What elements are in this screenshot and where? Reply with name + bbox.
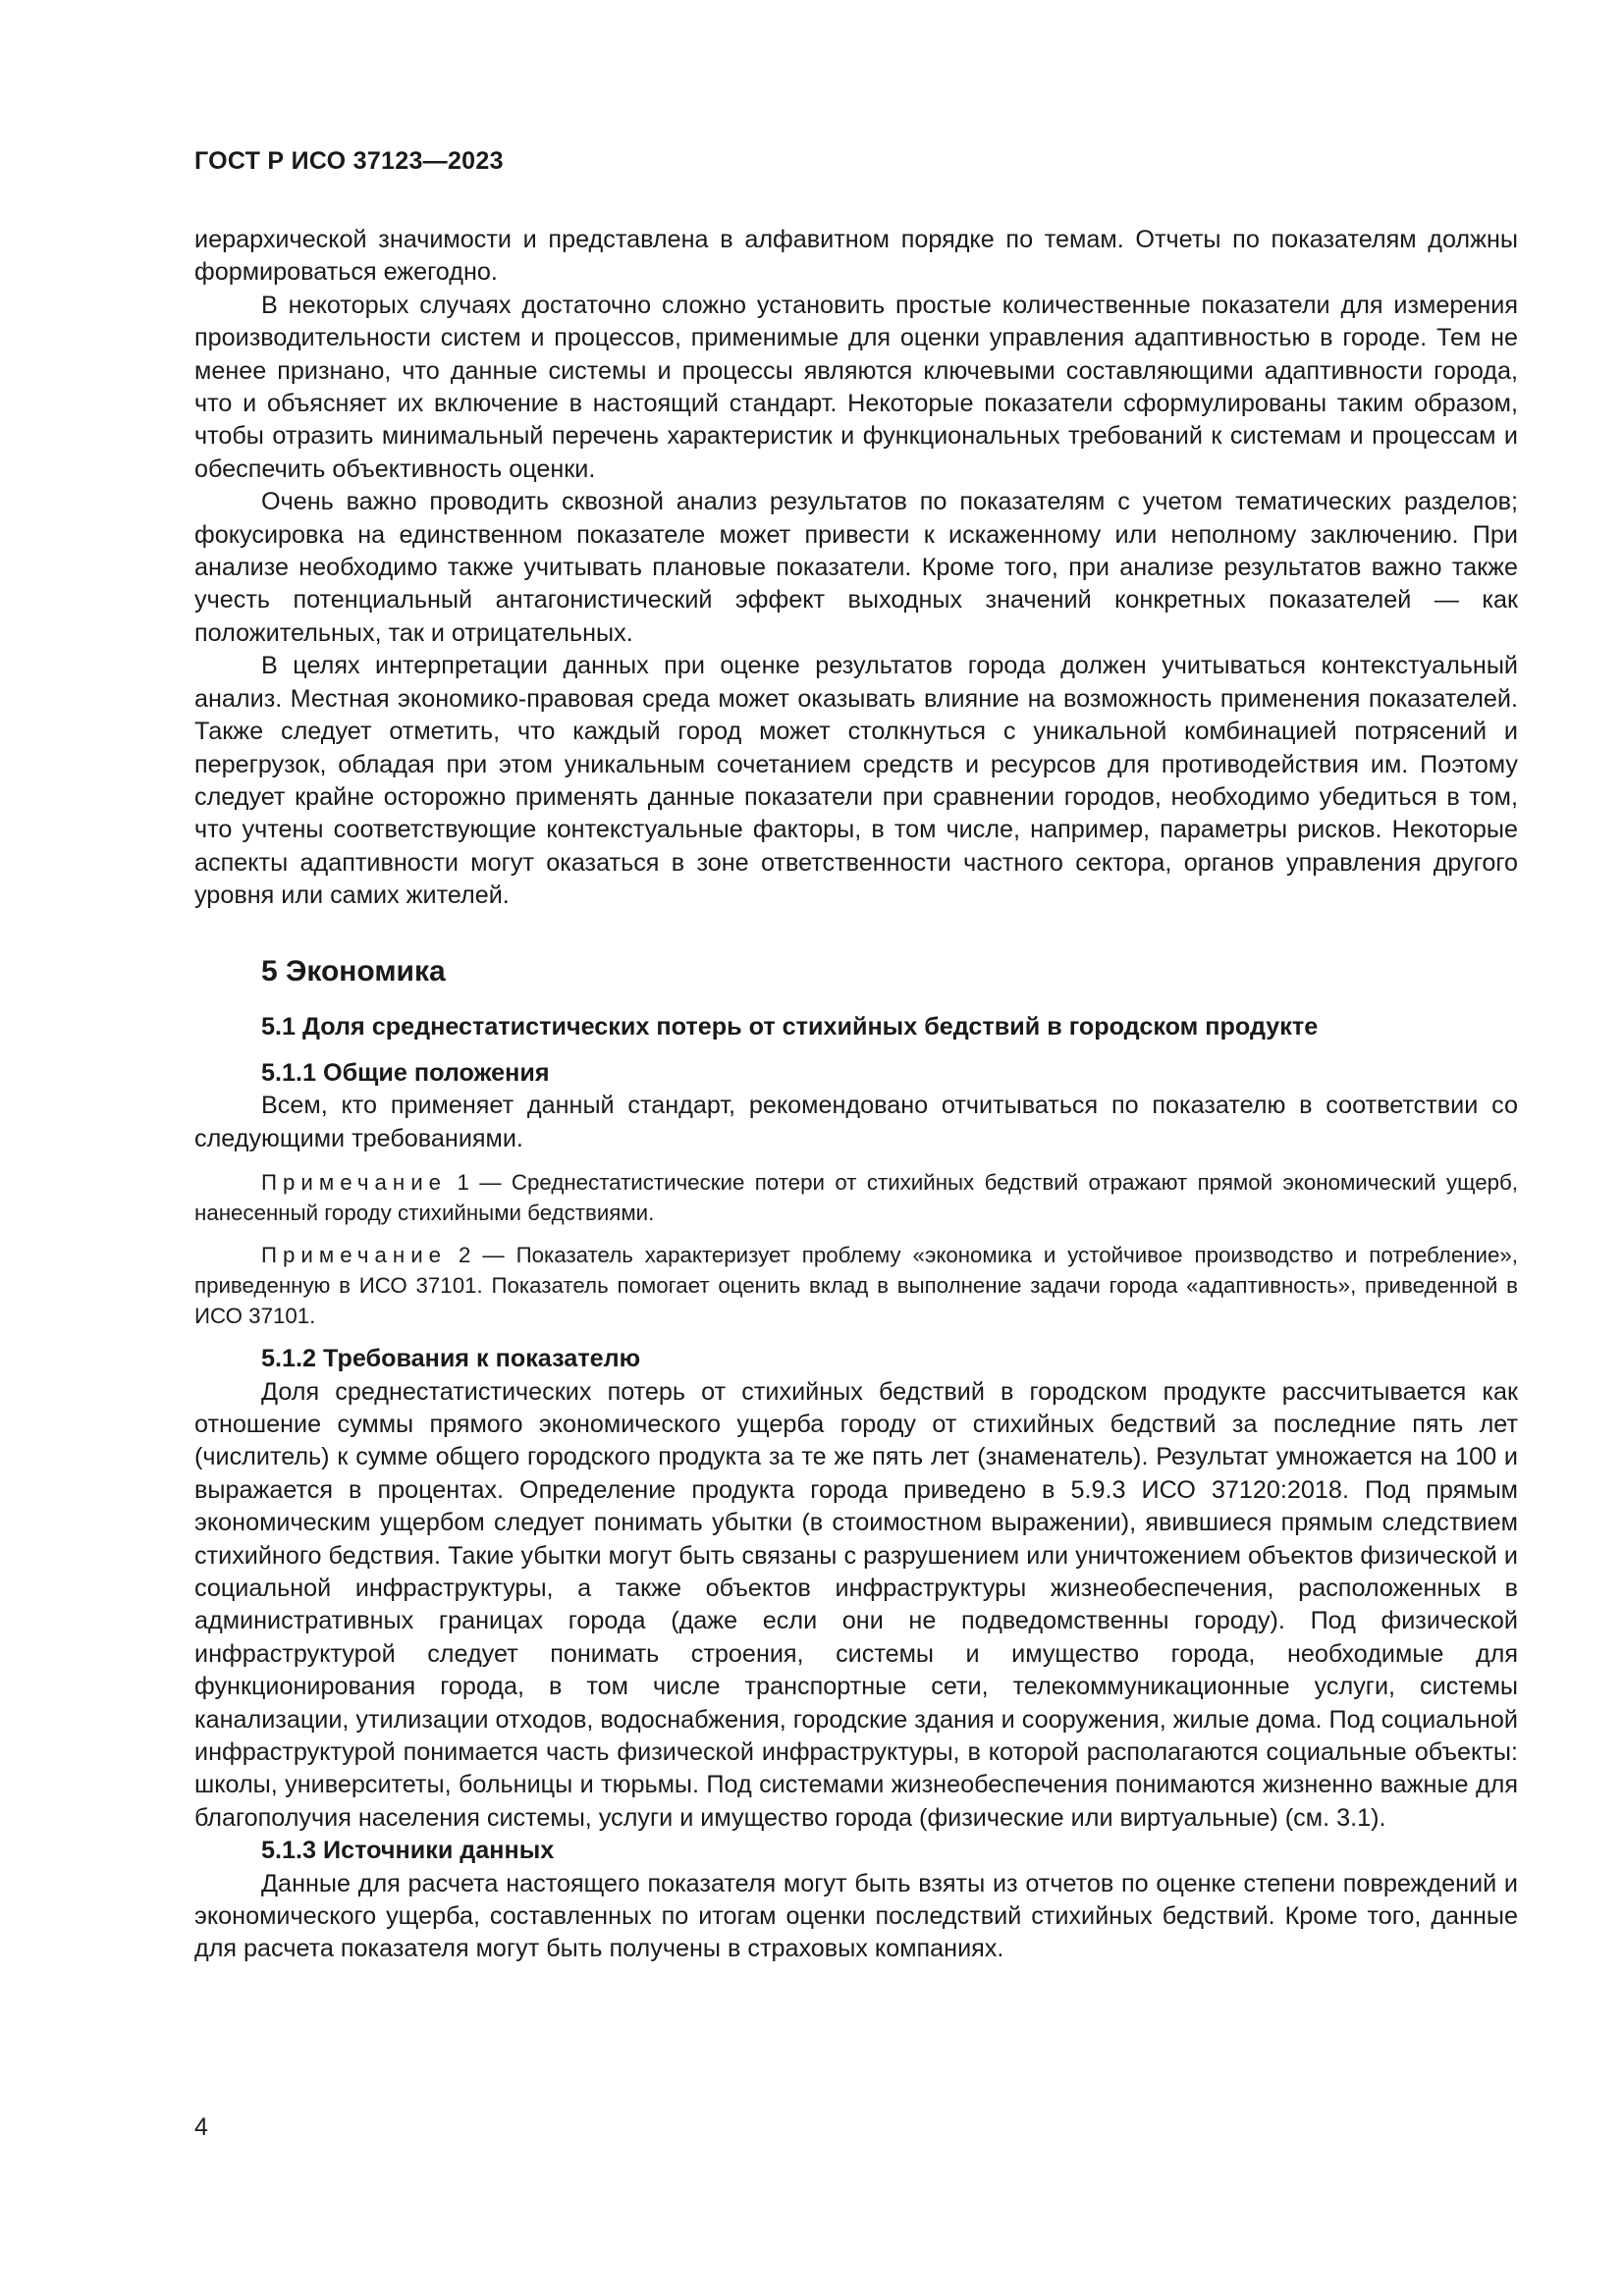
paragraph: Очень важно проводить сквозной анализ результатов по показателям с учетом тематических разделов; фокусировка на единственном показателе может привести к искаженному или неполному заключению. При анализе необходимо также учитывать плановые показатели. Кроме того, при анализе результатов важно также учесть потенциальный антагонистический эффект выходных значений конкретных показателей — как положительных, так и отрицательных. — [194, 488, 1518, 647]
subsubsection-heading: 5.1.2 Требования к показателю — [261, 1345, 641, 1373]
document-header: ГОСТ Р ИСО 37123—2023 — [194, 147, 504, 175]
subsubsection-heading: 5.1.3 Источники данных — [261, 1837, 555, 1865]
note-text: 1 — Среднестатистические потери от стихийных бедствий отражают прямой экономический ущерб, нанесенный городу стихийными бедствиями. — [194, 1170, 1518, 1226]
section-heading: 5 Экономика — [261, 954, 446, 988]
document-body — [194, 224, 1518, 1966]
paragraph: Данные для расчета настоящего показателя могут быть взяты из отчетов по оценке степени повреждений и экономического ущерба, составленных по итогам оценки последствий стихийных бедствий. Кроме того, данные для расчета показателя могут быть получены в страховых компаниях. — [194, 1869, 1518, 1963]
paragraph: Всем, кто применяет данный стандарт, рекомендовано отчитываться по показателю в соответствии со следующими требованиями. — [194, 1092, 1518, 1152]
note-label: Примечание — [261, 1243, 448, 1268]
paragraph: Доля среднестатистических потерь от стихийных бедствий в городском продукте рассчитывается как отношение суммы прямого экономического ущерба городу от стихийных бедствий за последние пять лет (числитель) к сумме общего городского продукта за те же пять лет (знаменатель). Результат умножается на 100 и выражается в процентах. Определение продукта города приведено в 5.9.3 ИСО 37120:2018. Под прямым экономическим ущербом следует понимать убытки (в стоимостном выражении), явившиеся прямым следствием стихийного бедствия. Такие убытки могут быть связаны с разрушением или уничтожением объектов физической и социальной инфраструктуры, а также объектов инфраструктуры жизнеобеспечения, расположенных в административных границах города (даже если они не подведомственны городу). Под физической инфраструктурой следует понимать строения, системы и имущество города, необходимые для функционирования города, в том числе транспортные сети, телекоммуникационные услуги, системы канализации, утилизации отходов, водоснабжения, городские здания и сооружения, жилые дома. Под социальной инфраструктурой понимается часть физической инфраструктуры, в которой располагаются социальные объекты: школы, университеты, больницы и тюрьмы. Под системами жизнеобеспечения понимаются жизненно важные для благополучия населения системы, услуги и имущество города (физические или виртуальные) (см. 3.1). — [194, 1377, 1518, 1832]
note-label: Примечание — [261, 1170, 448, 1196]
note-text: 2 — Показатель характеризует проблему «экономика и устойчивое производство и потребление», приведенную в ИСО 37101. Показатель помогает оценить вклад в выполнение задачи города «адаптивность», приведенной в ИСО 37101. — [194, 1243, 1518, 1329]
page-number: 4 — [194, 2113, 208, 2141]
note — [194, 1240, 1518, 1331]
paragraph: В целях интерпретации данных при оценке результатов города должен учитываться контекстуальный анализ. Местная экономико-правовая среда может оказывать влияние на возможность применения показателей. Также следует отметить, что каждый город может столкнуться с уникальной комбинацией потрясений и перегрузок, обладая при этом уникальным сочетанием средств и ресурсов для противодействия им. Поэтому следует крайне осторожно применять данные показатели при сравнении городов, необходимо убедиться в том, что учтены соответствующие контекстуальные факторы, в том числе, например, параметры рисков. Некоторые аспекты адаптивности могут оказаться в зоне ответственности частного сектора, органов управления другого уровня или самих жителей. — [194, 652, 1518, 910]
paragraph: В некоторых случаях достаточно сложно установить простые количественные показатели для измерения производительности систем и процессов, применимые для оценки управления адаптивностью в городе. Тем не менее признано, что данные системы и процессы являются ключевыми составляющими адаптивности города, что и объясняет их включение в настоящий стандарт. Некоторые показатели сформулированы таким образом, чтобы отразить минимальный перечень характеристик и функциональных требований к системам и процессам и обеспечить объективность оценки. — [194, 291, 1518, 483]
subsubsection-heading: 5.1.1 Общие положения — [261, 1058, 550, 1087]
subsection-heading: 5.1 Доля среднестатистических потерь от стихийных бедствий в городском продукте — [261, 1012, 1319, 1041]
paragraph-continuation: иерархической значимости и представлена в алфавитном порядке по темам. Отчеты по показателям должны формироваться ежегодно. — [194, 226, 1518, 287]
note — [194, 1167, 1518, 1228]
